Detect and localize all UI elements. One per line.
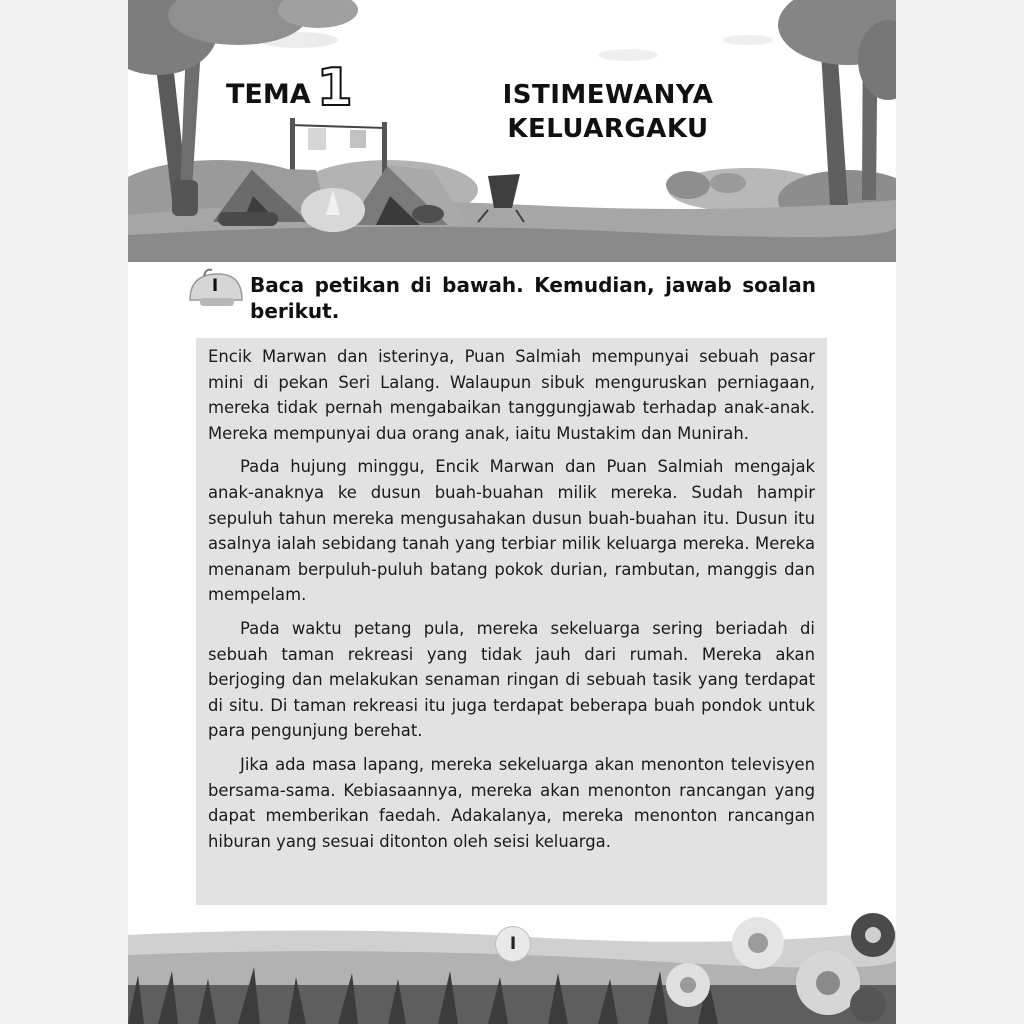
theme-number-label [226, 58, 353, 118]
theme-title-line-2: KELUARGAKU [507, 114, 709, 144]
instruction-text: Baca petikan di bawah. Kemudian, jawab soalan berikut. [250, 273, 816, 323]
footer-illustration [128, 905, 896, 1024]
theme-label: TEMA [226, 79, 311, 110]
instruction [184, 266, 824, 330]
theme-number: 1 [316, 58, 353, 118]
theme-title-line-1: ISTIMEWANYA [502, 80, 714, 110]
passage-paragraph: Jika ada masa lapang, mereka sekeluarga akan menonton televisyen bersama-sama. Kebiasaannya, mereka akan menonton rancangan yang dapat memberikan faedah. Adakalanya, mereka menonton rancangan hiburan yang sesuai ditonton oleh seisi keluarga. [208, 754, 815, 851]
passage-paragraph: Pada hujung minggu, Encik Marwan dan Puan Salmiah mengajak anak-anaknya ke dusun buah-buahan milik mereka. Sudah hampir sepuluh tahun mereka mengusahakan dusun buah-buahan itu. Dusun itu asalnya ialah sebidang tanah yang terbiar milik keluarga mereka. Mereka menanam berpuluh-puluh batang pokok durian, rambutan, manggis dan mempelam. [208, 457, 815, 605]
workbook-page [128, 0, 896, 1024]
instruction-number-badge [184, 268, 246, 308]
page-number: I [495, 926, 531, 962]
theme-title [468, 78, 748, 146]
reading-passage [196, 338, 827, 908]
header-illustration [128, 0, 896, 262]
passage-paragraph: Encik Marwan dan isterinya, Puan Salmiah mempunyai sebuah pasar mini di pekan Seri Lalang. Walaupun sibuk menguruskan perniagaan, mereka tidak pernah mengabaikan tanggungjawab terhadap anak-anak. Mereka mempunyai dua orang anak, iaitu Mustakim dan Munirah. [208, 347, 815, 443]
grass-and-flowers-illustration [128, 905, 896, 1024]
passage-paragraph: Pada waktu petang pula, mereka sekeluarga sering beriadah di sebuah taman rekreasi yang tidak jauh dari rumah. Mereka akan berjoging dan melakukan senaman ringan di sebuah tasik yang terdapat di situ. Di taman rekreasi itu juga terdapat beberapa buah pondok untuk para pengunjung berehat. [208, 618, 815, 741]
instruction-number: I [211, 276, 219, 296]
